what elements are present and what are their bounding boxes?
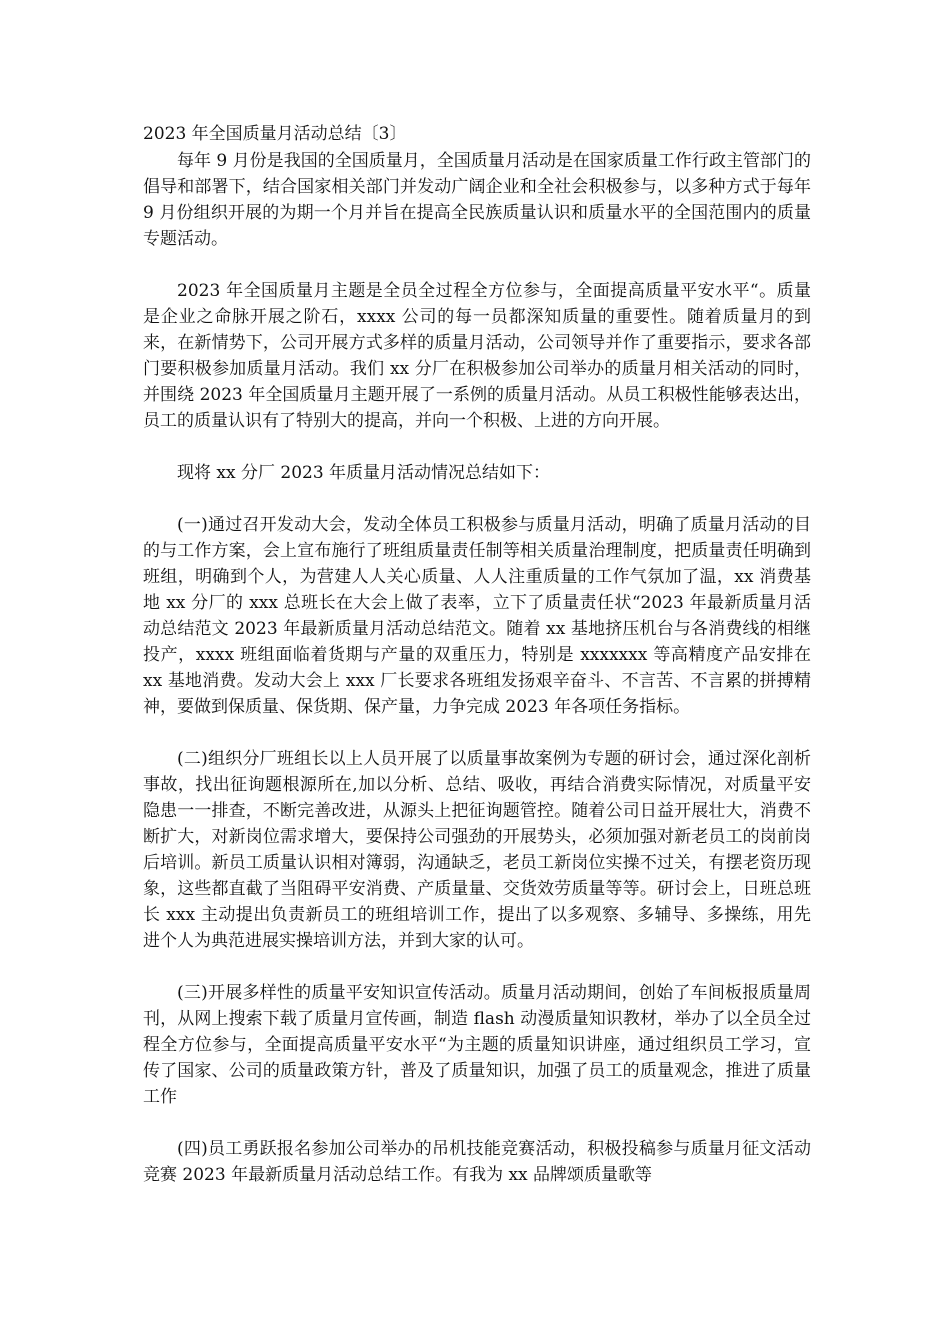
paragraph-item-2: (二)组织分厂班组长以上人员开展了以质量事故案例为专题的研讨会，通过深化剖析事故，找出征询题根源所在,加以分析、总结、吸收，再结合消费实际情况，对质量平安隐患一一排查，不断完善改进，从源头上把征询题管控。随着公司日益开展壮大，消费不断扩大，对新岗位需求增大，要保持公司强劲的开展势头，必须加强对新老员工的岗前岗后培训。新员工质量认识相对簿弱，沟通缺乏，老员工新岗位实操不过关，有摆老资历现象，这些都直截了当阻碍平安消费、产质量量、交货效劳质量等等。研讨会上，日班总班长 xxx 主动提出负责新员工的班组培训工作，提出了以多观察、多辅导、多操练，用先进个人为典范进展实操培训方法，并到大家的认可。 (143, 749, 811, 951)
paragraph-summary-lead: 现将 xx 分厂 2023 年质量月活动情况总结如下： (177, 463, 551, 483)
paragraph-theme: 2023 年全国质量月主题是全员全过程全方位参与，全面提高质量平安水平“。质量是企业之命脉开展之阶石，xxxx 公司的每一员都深知质量的重要性。随着质量月的到来，在新情势下，公司开展方式多样的质量月活动，公司领导并作了重要指示，要求各部门要积极参加质量月活动。我们 xx 分厂在积极参加公司举办的质量月相关活动的同时，并围绕 2023 年全国质量月主题开展了一系例的质量月活动。从员工积极性能够表达出，员工的质量认识有了特别大的提高，并向一个积极、上进的方向开展。 (143, 281, 811, 431)
paragraph-item-1: (一)通过召开发动大会，发动全体员工积极参与质量月活动，明确了质量月活动的目的与工作方案，会上宣布施行了班组质量责任制等相关质量治理制度，把质量责任明确到班组，明确到个人，为营建人人关心质量、人人注重质量的工作气氛加了温，xx 消费基地 xx 分厂的 xxx 总班长在大会上做了表率，立下了质量责任状“2023 年最新质量月活动总结范文 2023 年最新质量月活动总结范文。随着 xx 基地挤压机台与各消费线的相继投产，xxxx 班组面临着货期与产量的双重压力，特别是 xxxxxxx 等高精度产品安排在 xx 基地消费。发动大会上 xxx 厂长要求各班组发扬艰辛奋斗、不言苦、不言累的拼搏精神，要做到保质量、保货期、保产量，力争完成 2023 年各项任务指标。 (143, 515, 817, 717)
paragraph-item-3: (三)开展多样性的质量平安知识宣传活动。质量月活动期间，创始了车间板报质量周刊，从网上搜索下载了质量月宣传画，制造 flash 动漫质量知识教材，举办了以全员全过程全方位参与，全面提高质量平安水平“为主题的质量知识讲座，通过组织员工学习，宣传了国家、公司的质量政策方针，普及了质量知识，加强了员工的质量观念，推进了质量工作 (143, 983, 811, 1107)
paragraph-item-4: (四)员工勇跃报名参加公司举办的吊机技能竞赛活动，积极投稿参与质量月征文活动竞赛 2023 年最新质量月活动总结工作。有我为 xx 品牌颂质量歌等 (143, 1139, 811, 1185)
document-title: 2023 年全国质量月活动总结〔3〕 (143, 124, 407, 144)
document-page (143, 120, 817, 1214)
paragraph-intro: 每年 9 月份是我国的全国质量月，全国质量月活动是在国家质量工作行政主管部门的倡导和部署下，结合国家相关部门并发动广阔企业和全社会积极参与，以多种方式于每年 9 月份组织开展的为期一个月并旨在提高全民族质量认识和质量水平的全国范围内的质量专题活动。 (143, 151, 817, 249)
